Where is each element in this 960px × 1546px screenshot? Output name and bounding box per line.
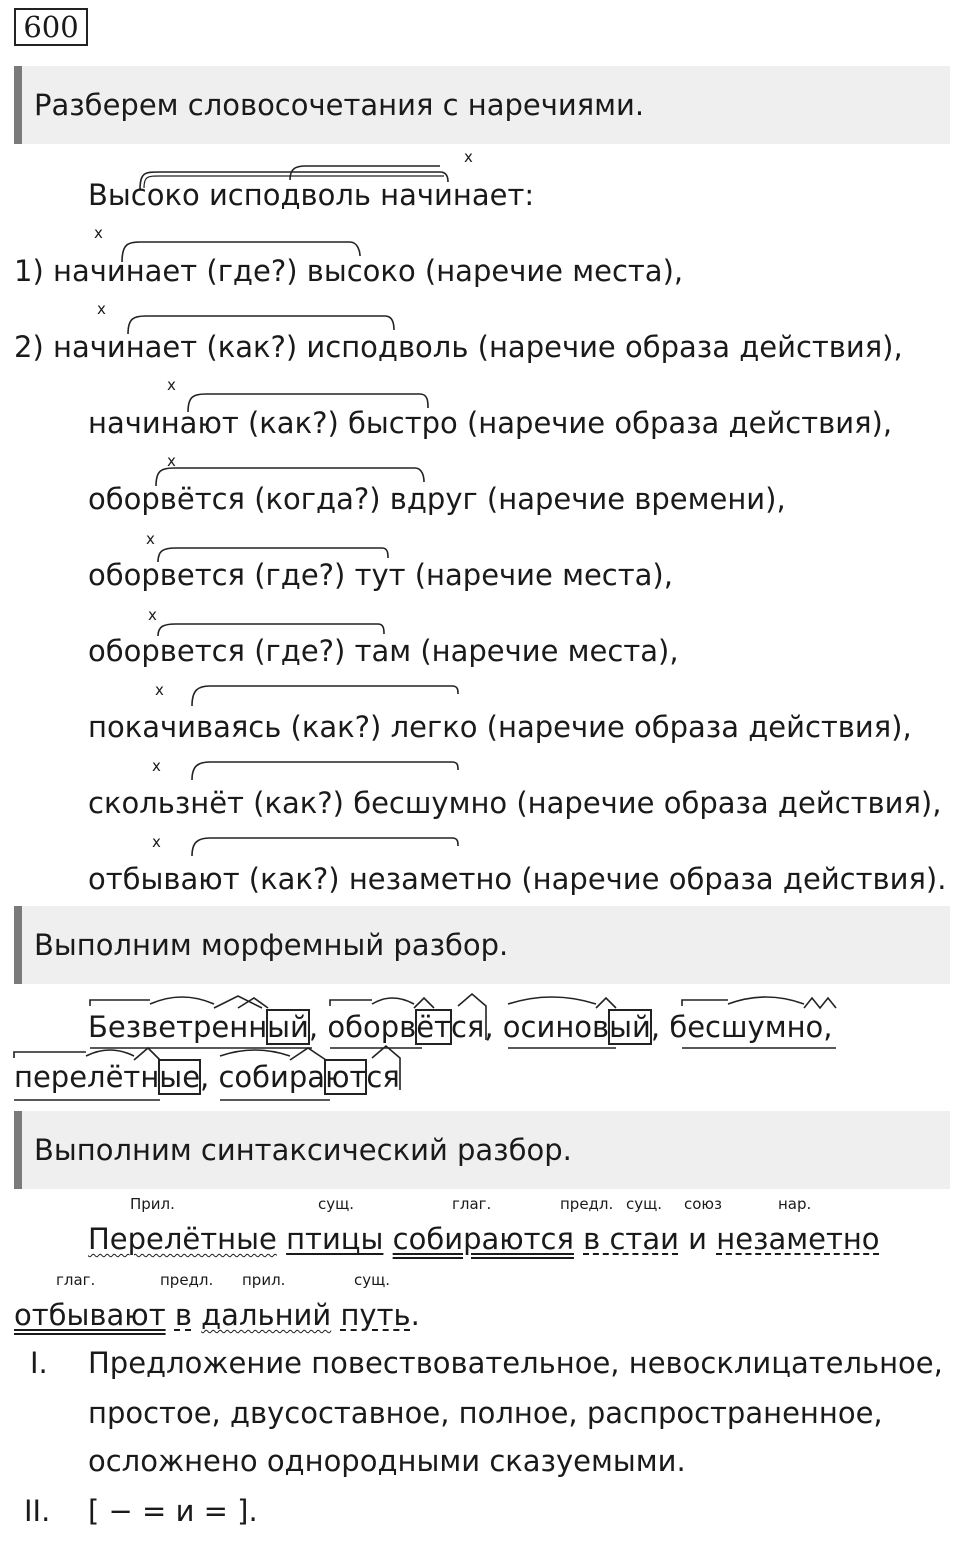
- phrase-7: покачиваясь (как?) легко (наречие образа действия),: [88, 710, 912, 744]
- x-mark-2: x: [97, 300, 106, 318]
- syntax-word: в: [174, 1298, 192, 1332]
- syntax-word: Перелётные: [88, 1222, 277, 1256]
- phrase-6: оборвется (где?) там (наречие места),: [88, 634, 679, 668]
- pos-label: предл.: [560, 1195, 614, 1213]
- phrase-3: начинают (как?) быстро (наречие образа действия),: [88, 406, 893, 440]
- phrase-4: оборвётся (когда?) вдруг (наречие времени),: [88, 482, 786, 516]
- morph-word-3-ending: ый: [609, 1010, 651, 1044]
- morph-word-1-base: Безветренн: [88, 1010, 268, 1044]
- pos-label: сущ.: [354, 1271, 391, 1289]
- pos-label: прил.: [242, 1271, 286, 1289]
- pos-label: предл.: [160, 1271, 214, 1289]
- x-mark-9: x: [152, 833, 161, 851]
- morph-word-6-ending: ют: [325, 1060, 367, 1094]
- list-number: I.: [30, 1346, 48, 1380]
- syntax-word: путь: [340, 1298, 411, 1332]
- morph-word-6-postfix: ся: [366, 1060, 400, 1094]
- comma: ,: [200, 1060, 219, 1094]
- list-item-1-line-1: Предложение повествовательное, невосклицательное,: [88, 1346, 943, 1380]
- arrow-phrase-8: [192, 762, 458, 780]
- list-number: II.: [24, 1494, 51, 1528]
- morph-word-4: бесшумно: [669, 1010, 824, 1044]
- syntax-word: в стаи: [583, 1222, 679, 1256]
- list-item-1-line-3: осложнено однородными сказуемыми.: [88, 1444, 686, 1478]
- pos-label: союз: [684, 1195, 723, 1213]
- x-mark-5: x: [146, 530, 155, 548]
- section-title-syntax: Выполним синтаксический разбор.: [14, 1111, 950, 1189]
- section-title-phrases: Разберем словосочетания с наречиями.: [14, 66, 950, 144]
- morph-line-1: [88, 1010, 833, 1044]
- syntax-word: отбывают: [14, 1298, 166, 1332]
- pos-label: сущ.: [626, 1195, 663, 1213]
- exercise-number: 600: [14, 8, 88, 46]
- morph-word-2-base: оборв: [327, 1010, 417, 1044]
- syntax-word: и: [688, 1222, 708, 1256]
- x-mark-6: x: [148, 606, 157, 624]
- morph-word-5-base: перелётн: [14, 1060, 160, 1094]
- comma: ,: [650, 1010, 670, 1044]
- syntax-word: собираются: [392, 1222, 574, 1256]
- x-mark-7: x: [155, 681, 164, 699]
- phrase-5: оборвется (где?) тут (наречие места),: [88, 558, 673, 592]
- pos-label: нар.: [778, 1195, 812, 1213]
- syntax-word: дальний: [201, 1298, 332, 1332]
- period: .: [410, 1298, 420, 1332]
- section-title-morph: Выполним морфемный разбор.: [14, 906, 950, 984]
- morph-word-2-postfix: ся: [450, 1010, 485, 1044]
- x-mark-8: x: [152, 757, 161, 775]
- morph-word-6-base: собира: [218, 1060, 326, 1094]
- morph-word-3-base: осинов: [502, 1010, 610, 1044]
- syntax-word: незаметно: [716, 1222, 880, 1256]
- list-item-2-line-1: [ − = и = ].: [88, 1494, 258, 1528]
- pos-label: глаг.: [56, 1271, 96, 1289]
- morph-word-1-ending: ый: [267, 1010, 309, 1044]
- morph-word-2-ending: ёт: [416, 1010, 451, 1044]
- intro-line: Высоко исподволь начинает:: [88, 178, 535, 212]
- x-mark-intro: x: [464, 148, 473, 166]
- x-mark-4: x: [167, 452, 176, 470]
- arrow-phrase-9: [192, 838, 458, 856]
- phrase-2: 2) начинает (как?) исподволь (наречие образа действия),: [14, 330, 903, 364]
- syntax-line-2: [14, 1298, 420, 1332]
- morph-line-2: [14, 1060, 400, 1094]
- arrow-phrase-7: [192, 686, 458, 706]
- comma: ,: [308, 1010, 328, 1044]
- x-mark-1: x: [94, 224, 103, 242]
- comma: ,: [484, 1010, 503, 1044]
- phrase-9: отбывают (как?) незаметно (наречие образа действия).: [88, 862, 947, 896]
- pos-label: глаг.: [452, 1195, 492, 1213]
- syntax-line-1: [88, 1222, 880, 1256]
- phrase-1: 1) начинает (где?) высоко (наречие места),: [14, 254, 684, 288]
- pos-label: сущ.: [318, 1195, 355, 1213]
- x-mark-3: x: [167, 376, 176, 394]
- syntax-word: птицы: [286, 1222, 384, 1256]
- list-item-1-line-2: простое, двусоставное, полное, распространенное,: [88, 1396, 883, 1430]
- pos-label: Прил.: [130, 1195, 175, 1213]
- morph-word-5-ending: ые: [159, 1060, 201, 1094]
- phrase-8: скользнёт (как?) бесшумно (наречие образа действия),: [88, 786, 942, 820]
- comma: ,: [823, 1010, 833, 1044]
